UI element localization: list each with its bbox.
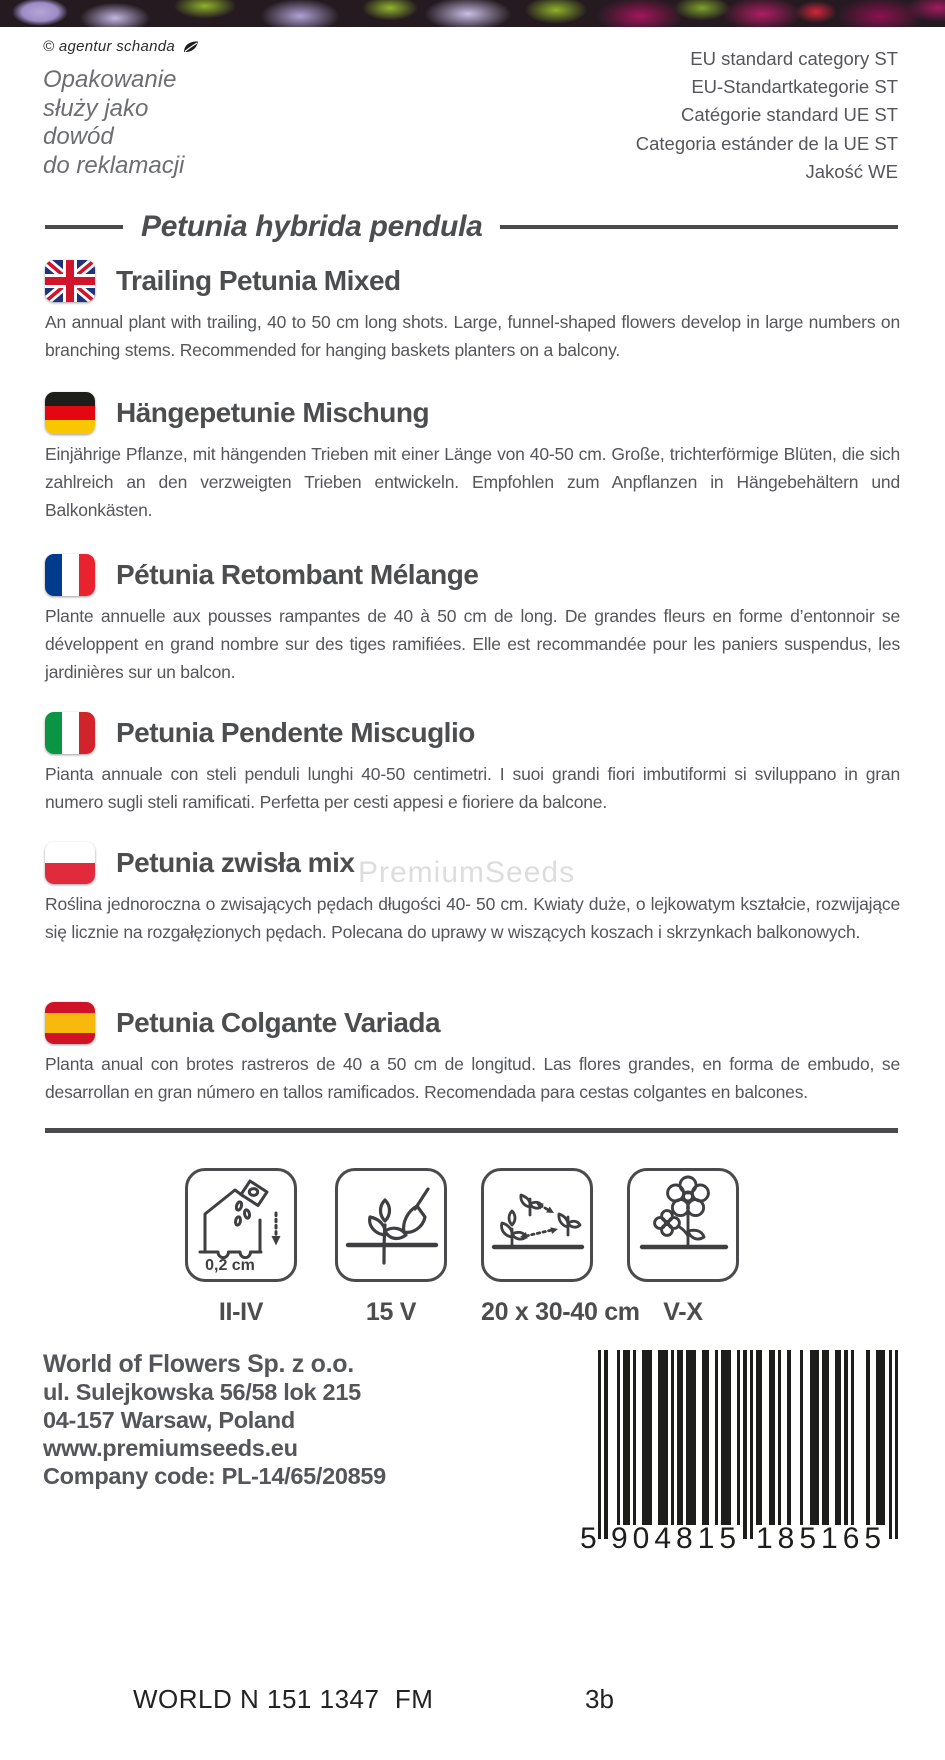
section-heading: Petunia Pendente Miscuglio xyxy=(116,717,475,748)
flower-photo-strip xyxy=(0,0,945,27)
spain-flag-icon xyxy=(45,1002,95,1044)
section-french-header xyxy=(45,554,900,596)
leaf-icon xyxy=(182,39,200,55)
sowing-period-label: II-IV xyxy=(218,1298,264,1326)
section-spanish-header xyxy=(45,1002,900,1044)
transplant-icon xyxy=(335,1168,447,1282)
category-line: Categoria estánder de la UE ST xyxy=(635,132,898,154)
sow-under-cover-icon xyxy=(185,1168,297,1282)
section-body: Pianta annuale con steli penduli lunghi 40-50 centimetri. I suoi grandi fiori imbutiformi si sviluppano in gran numero sugli steli ramificati. Perfetta per cesti appesi e fioriere da balcone. xyxy=(45,764,900,812)
packaging-note xyxy=(43,66,184,180)
section-body: Planta anual con brotes rastreros de 40 a 50 cm de longitud. Las flores grandes, en forma de embudo, se desarrollan en gran número en tallos ramificados. Recomendada para cestas colgantes en balcones. xyxy=(45,1054,900,1102)
plate-code: 3b xyxy=(585,1684,614,1714)
copyright-line xyxy=(43,38,200,55)
section-english xyxy=(45,260,900,364)
barcode-digit-left: 5 xyxy=(580,1522,597,1555)
plant-spacing-icon xyxy=(481,1168,593,1282)
category-standards xyxy=(636,45,898,186)
company-address-line: ul. Sulejkowska 56/58 lok 215 xyxy=(43,1379,361,1405)
section-polish-header xyxy=(45,842,900,884)
section-heading: Hängepetunie Mischung xyxy=(116,397,430,428)
packaging-note-line: Opakowanie xyxy=(43,66,177,93)
botanical-title-row xyxy=(45,210,898,244)
title-rule-right xyxy=(500,225,898,230)
company-code: Company code: PL-14/65/20859 xyxy=(43,1463,386,1489)
section-polish xyxy=(45,842,900,946)
sowing-depth-value: 0,2 cm xyxy=(205,1257,255,1274)
flowering-period-icon xyxy=(627,1168,739,1282)
uk-flag-icon xyxy=(45,260,95,302)
print-batch-code: WORLD N 151 1347 FM xyxy=(133,1684,434,1714)
italy-flag-icon xyxy=(45,712,95,754)
section-heading: Trailing Petunia Mixed xyxy=(116,265,401,296)
section-german-header xyxy=(45,392,900,434)
company-address-line: 04-157 Warsaw, Poland xyxy=(43,1407,295,1433)
company-name: World of Flowers Sp. z o.o. xyxy=(43,1350,354,1378)
section-heading: Petunia Colgante Variada xyxy=(116,1007,441,1038)
company-website: www.premiumseeds.eu xyxy=(43,1435,298,1461)
section-french xyxy=(45,554,900,686)
copyright-text: © agentur schanda xyxy=(43,38,176,55)
section-german xyxy=(45,392,900,524)
barcode-bars xyxy=(598,1350,898,1540)
divider-rule xyxy=(45,1128,898,1133)
packaging-note-line: dowód xyxy=(43,123,114,151)
packaging-note-line: służy jako xyxy=(43,94,149,122)
section-italian xyxy=(45,712,900,816)
section-english-header xyxy=(45,260,900,302)
france-flag-icon xyxy=(45,554,95,596)
spacing-label: 20 x 30-40 cm xyxy=(481,1298,640,1326)
germany-flag-icon xyxy=(45,392,95,434)
section-spanish xyxy=(45,1002,900,1106)
category-line: EU standard category ST xyxy=(690,48,898,69)
title-rule-left xyxy=(45,225,123,230)
premiumseeds-watermark: PremiumSeeds xyxy=(358,856,576,889)
barcode-digits-group2: 185165 xyxy=(756,1522,887,1555)
category-line: Jakość WE xyxy=(805,160,898,182)
section-body: Einjährige Pflanze, mit hängenden Trieben mit einer Länge von 40-50 cm. Große, trichterförmige Blüten, die sich zahlreich an den verzweigten Trieben entwickeln. Empfohlen zum Anpflanzen in Hängebehältern und Balkonkästen. xyxy=(45,444,900,520)
barcode-digits-group1: 904815 xyxy=(611,1522,742,1555)
flowering-period-label: V-X xyxy=(663,1298,703,1326)
ean13-barcode xyxy=(580,1350,898,1560)
section-body: Plante annuelle aux pousses rampantes de 40 à 50 cm de long. De grandes fleurs en forme d’entonnoir se développent en grand nombre sur des tiges ramifiées. Elle est recommandée pour les paniers suspendus, les jardinières sur un balcon. xyxy=(45,606,900,682)
company-block xyxy=(43,1350,386,1490)
category-line: EU-Standartkategorie ST xyxy=(691,76,898,98)
section-body: An annual plant with trailing, 40 to 50 cm long shots. Large, funnel-shaped flowers develop in large numbers on branching stems. Recommended for hanging baskets planters on a balcony. xyxy=(45,312,900,360)
section-heading: Petunia zwisła mix xyxy=(116,847,355,878)
packaging-note-line: do reklamacji xyxy=(43,151,185,179)
section-heading: Pétunia Retombant Mélange xyxy=(116,559,479,590)
poland-flag-icon xyxy=(45,842,95,884)
category-line: Catégorie standard UE ST xyxy=(681,104,898,126)
section-italian-header xyxy=(45,712,900,754)
transplant-date-label: 15 V xyxy=(365,1298,417,1326)
botanical-title: Petunia hybrida pendula xyxy=(141,210,483,243)
section-body: Roślina jednoroczna o zwisających pędach długości 40- 50 cm. Kwiaty duże, o lejkowatym kształcie, rozwijające się licznie na rozgałęzionych pędach. Polecana do uprawy w wiszących koszach i skrzynkach balkonowych. xyxy=(45,894,900,942)
